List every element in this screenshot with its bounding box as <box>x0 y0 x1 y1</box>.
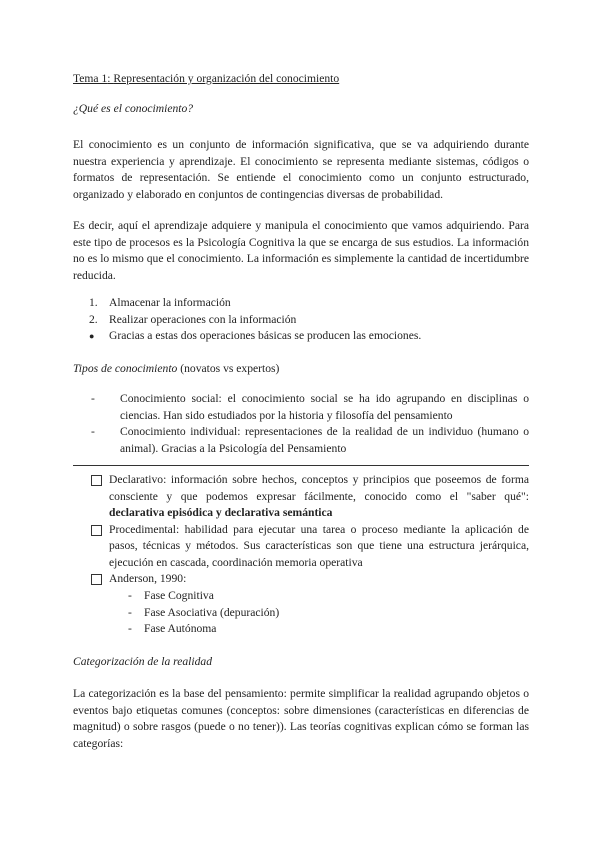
list-item-text: Gracias a estas dos operaciones básicas se producen las emociones. <box>109 329 422 342</box>
checkbox-item-declarativo <box>73 472 529 522</box>
list-item <box>73 312 529 329</box>
page-title <box>73 71 339 88</box>
paragraph-conocimiento-definicion: El conocimiento es un conjunto de información significativa, que se va adquiriendo durante nuestra experiencia y aprendizaje. El conocimiento se representa mediante sistemas, códigos o formatos de representación. Se entiende el conocimiento como un conjunto estructurado, organizado y elaborado en conjuntos de contingencias diversas de probabilidad. <box>73 138 529 201</box>
list-marker: 1. <box>89 296 98 309</box>
dash-marker: - <box>128 589 132 602</box>
list-item <box>73 391 529 424</box>
dash-marker: - <box>128 605 132 619</box>
phase-text: Fase Autónoma <box>144 622 217 635</box>
declarativo-text: Declarativo: información sobre hechos, conceptos y principios que poseemos de forma consciente y que podemos expresar fácilmente, conocido como el "saber qué": <box>109 473 529 503</box>
list-marker: 2. <box>89 312 98 326</box>
checkbox-list <box>73 472 529 588</box>
checkbox-item-procedimental <box>73 522 529 572</box>
checkbox-item-anderson <box>73 571 529 588</box>
dash-marker: - <box>128 622 132 635</box>
heading-italic-part: Tipos de conocimiento <box>73 362 178 375</box>
title-separator: : <box>107 72 114 85</box>
list-item-text: Conocimiento individual: representaciones de la realidad de un individuo (humano o animal). Gracias a la Psicología del Pensamiento <box>120 425 529 455</box>
list-item-text: Realizar operaciones con la información <box>109 312 297 326</box>
phase-text: Fase Asociativa (depuración) <box>144 605 280 619</box>
dash-marker: - <box>91 392 95 405</box>
horizontal-divider <box>73 465 529 466</box>
phases-list <box>73 588 529 638</box>
section-heading-categorizacion: Categorización de la realidad <box>73 655 213 668</box>
list-item <box>73 621 529 638</box>
declarativo-bold-text: declarativa episódica y declarativa semántica <box>109 506 333 519</box>
bullet-marker: ● <box>89 331 95 341</box>
checkbox-icon[interactable] <box>91 574 102 585</box>
knowledge-types-list <box>73 391 529 457</box>
list-item <box>73 295 529 312</box>
checkbox-icon[interactable] <box>91 525 102 536</box>
title-label: Tema 1 <box>73 72 108 85</box>
list-item <box>73 605 529 622</box>
paragraph-aprendizaje: Es decir, aquí el aprendizaje adquiere y manipula el conocimiento que vamos adquiriendo. Para este tipo de procesos es la Psicología Cognitiva la que se encarga de sus estudios. La información no es lo mismo que el conocimiento. La información es simplemente la cantidad de incertidumbre reducida. <box>73 219 529 282</box>
dash-marker: - <box>91 425 95 438</box>
title-text: Representación y organización del conocimiento <box>113 72 340 85</box>
list-item <box>73 328 529 345</box>
heading-plain-part: (novatos vs expertos) <box>177 362 280 375</box>
paragraph-categorizacion: La categorización es la base del pensamiento: permite simplificar la realidad agrupando objetos o eventos bajo etiquetas comunes (conceptos: sobre dimensiones (características en diferencias de magnitud) o sobre rasgos (puede o no tener)). Las teorías cognitivas explican cómo se forman las categorías: <box>73 687 529 750</box>
list-item <box>73 588 529 605</box>
list-item <box>73 424 529 457</box>
section-heading-conocimiento: ¿Qué es el conocimiento? <box>73 102 194 115</box>
phase-text: Fase Cognitiva <box>144 589 214 602</box>
checkbox-icon[interactable] <box>91 475 102 486</box>
anderson-text: Anderson, 1990: <box>109 572 187 585</box>
list-item-text: Conocimiento social: el conocimiento social se ha ido agrupando en disciplinas o ciencias. Han sido estudiados por la historia y filosofía del pensamiento <box>120 392 529 422</box>
list-item-text: Almacenar la información <box>109 296 231 309</box>
section-heading-tipos <box>73 361 279 378</box>
procedimental-text: Procedimental: habilidad para ejecutar una tarea o proceso mediante la aplicación de pasos, técnicas y métodos. Sus características son que tiene una estructura jerárquica, ejecución en cascada, coordinación memoria operativa <box>109 522 529 569</box>
operations-list <box>73 295 529 345</box>
